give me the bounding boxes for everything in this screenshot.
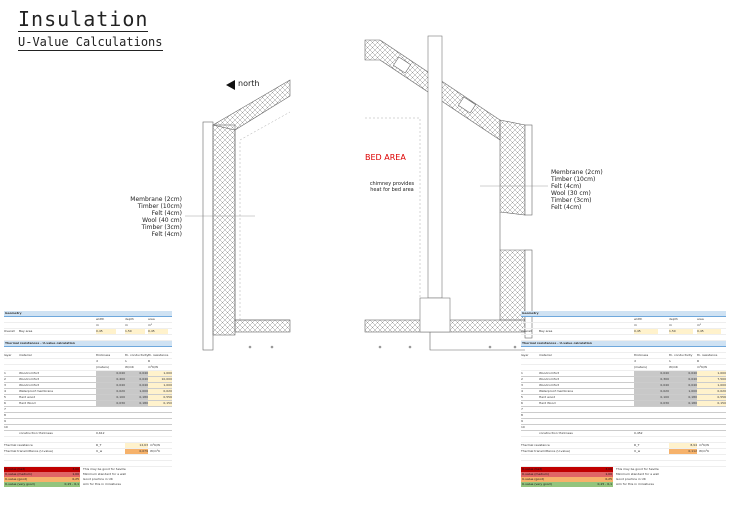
legend-label: U-value (good) [5,477,28,481]
rt-label: Thermal resistance [4,443,33,447]
col-header: thickness [634,353,649,357]
legend-value: 0,25 [72,477,79,481]
unit: d [634,359,636,363]
bed-area-label: BED AREA [365,153,406,162]
cell-value: 0,180 [125,395,148,400]
cell-value: 0,040 [125,377,148,382]
unit: d [96,359,98,363]
layer-label: Felt (4cm) [151,210,182,217]
legend-value: 1,00 [72,472,79,476]
cell-value: 1,000 [697,383,726,388]
rt-symbol: R_T [634,443,640,447]
geo-unit: m [125,323,128,327]
cell-value: 0,020 [697,389,726,394]
col-header: material [19,353,32,357]
geo-item: Bay area [539,329,553,333]
legend-swatch [4,482,80,487]
legend-value: 0,25 [605,477,612,481]
u-label: Thermal transmittance (U-value) [521,449,571,453]
legend-text: Good practice in UK [83,477,113,481]
cell-value: 0,400 [96,377,125,382]
cell-value: 0,040 [669,377,697,382]
cell-value: 1,000 [125,389,148,394]
col-header: thickness [96,353,111,357]
material: Waterproof membrane [539,389,574,393]
layer-no: 1 [4,371,6,375]
layer-no: 2 [4,377,6,381]
layer-label: Wool (30 cm) [551,190,591,197]
cell-value: 0,150 [697,401,726,406]
col-header: th. conductivity [125,353,149,357]
legend-text: Minimum standard for a wall [83,472,126,476]
layer-no: 9 [4,419,6,423]
legend-swatch [521,482,613,487]
cell-value: 0,100 [634,395,669,400]
cell-value: 0,180 [125,401,148,406]
material: Waterproof membrane [19,389,54,393]
page-subtitle: U-Value Calculations [18,35,163,49]
material: Woodcomfort [539,377,560,381]
layer-label: Timber (10cm) [551,176,596,183]
cell-value: 0,180 [669,395,697,400]
layer-label: Felt (4cm) [551,204,582,211]
material: Hard wood [19,395,36,399]
cell-value: 1,000 [697,371,726,376]
geometry-header: Geometry [4,311,172,317]
construction-value: 0,452 [634,431,643,435]
layer-no: 7 [4,407,6,411]
geo-unit: m² [697,323,702,327]
unit: R [148,359,151,363]
unit: m²K/W [697,365,708,369]
rt-symbol: R_T [96,443,102,447]
rt-value: 12,63 [125,443,148,448]
geometry-header: Geometry [521,311,726,317]
cell-value: 0,150 [148,401,172,406]
geo-value: 0,45 [148,329,168,334]
geo-value: 1,50 [669,329,693,334]
legend-text: Minimum standard for a wall [616,472,659,476]
cell-value: 0,556 [148,395,172,400]
layer-no: 7 [521,407,523,411]
rt-unit: m²K/W [150,443,161,447]
rt-label: Thermal resistance [521,443,550,447]
cell-value: 0,030 [96,401,125,406]
layer-no: 8 [4,413,6,417]
construction-value: 0,612 [96,431,105,435]
layer-no: 8 [521,413,523,417]
material: Woodcomfort [19,383,40,387]
geo-col: depth [669,317,678,321]
legend-text: Aim for this in miniatures [616,482,654,486]
layer-label: Felt (4cm) [551,183,582,190]
cell-value: 1,000 [669,389,697,394]
geo-unit: m [96,323,99,327]
geo-unit: m [669,323,672,327]
cell-value: 0,020 [148,389,172,394]
legend-text: This may be good for Seville [83,467,126,471]
legend-value: 3,00 [72,467,79,471]
geo-col: width [634,317,643,321]
unit: λ [669,359,671,363]
u-value: 0,112 [669,449,697,454]
u-symbol: U_w [96,449,103,453]
cell-value: 0,180 [669,401,697,406]
cell-value: 0,020 [96,389,125,394]
layer-label: Wool (40 cm) [142,217,182,224]
u-label: Thermal transmittance (U-value) [4,449,54,453]
cell-value: 0,040 [125,371,148,376]
layer-no: 4 [521,389,523,393]
legend-label: U-value (medium) [5,472,33,476]
cell-value: 0,040 [669,383,697,388]
cell-value: 0,040 [669,371,697,376]
legend-label: U-value (very good) [5,482,35,486]
layers-left [130,196,182,238]
geo-value: 0,45 [697,329,721,334]
geo-unit: m [634,323,637,327]
unit: W/mK [125,365,134,369]
cell-value: 10,000 [148,377,172,382]
cell-value: 7,500 [697,377,726,382]
geo-col: depth [125,317,134,321]
layer-label: Timber (3cm) [141,224,182,231]
legend-value: 1,00 [605,472,612,476]
layer-no: 3 [4,383,6,387]
geo-label: Overall [4,329,15,333]
layer-label: Membrane (2cm) [130,196,182,203]
col-header: layer [4,353,12,357]
legend-label: U-value (bad) [522,467,543,471]
spacer [4,335,172,341]
unit: λ [125,359,127,363]
construction-label: construction thickness [19,431,53,435]
legend-value: 0,15 - 0,1 [597,482,612,486]
material: Woodcomfort [19,377,40,381]
material: Hard wood [539,395,556,399]
north-label: north [238,79,260,88]
legend-row [4,482,172,487]
layer-no: 6 [4,401,6,405]
geo-value: 0,45 [634,329,658,334]
layer-label: Felt (4cm) [151,231,182,238]
cell-value: 1,000 [148,371,172,376]
geo-col: area [697,317,704,321]
cell-value: 0,040 [634,383,669,388]
layer-no: 10 [4,425,8,429]
col-header: layer [521,353,529,357]
legend-text: Aim for this in miniatures [83,482,121,486]
unit: (meters) [634,365,647,369]
north-arrow-icon [226,80,235,90]
material: Woodcomfort [539,371,560,375]
legend-text: Good practice in UK [616,477,646,481]
u-symbol: U_w [634,449,641,453]
material: Woodcomfort [539,383,560,387]
geo-unit: m² [148,323,153,327]
col-header: material [539,353,552,357]
layer-no: 3 [521,383,523,387]
u-value: 0,079 [125,449,148,454]
legend-value: 3,00 [605,467,612,471]
cell-value: 1,000 [148,383,172,388]
u-unit: W/m²K [699,449,710,453]
cell-value: 0,040 [125,383,148,388]
unit: (meters) [96,365,109,369]
construction-label: construction thickness [539,431,573,435]
unit: R [697,359,700,363]
geo-label: Overall [521,329,532,333]
col-header: th. resistance [148,353,169,357]
layer-no: 1 [521,371,523,375]
chimney-note: chimney provides heat for bed area [369,181,415,193]
col-header: th. conductivity [669,353,693,357]
layer-no: 2 [521,377,523,381]
left-wall [203,80,290,350]
legend-label: U-value (medium) [522,472,550,476]
unit: W/mK [669,365,678,369]
legend-label: U-value (good) [522,477,545,481]
legend-row [521,482,726,487]
layer-no: 6 [521,401,523,405]
rt-unit: m²K/W [699,443,710,447]
col-header: th. resistance [697,353,718,357]
spreadsheet-left [4,311,172,487]
geo-item: Bay area [19,329,33,333]
layer-label: Timber (3cm) [551,197,592,204]
section-header: Thermal resistances - U-value calculation [521,341,726,347]
layer-no: 4 [4,389,6,393]
cell-value: 0,556 [697,395,726,400]
spreadsheet-right [521,311,726,487]
cell-value: 0,030 [634,401,669,406]
geo-col: area [148,317,155,321]
section-header: Thermal resistances - U-value calculation [4,341,172,347]
legend-label: U-value (very good) [522,482,552,486]
cell-value: 0,040 [634,371,669,376]
u-unit: W/m²K [150,449,161,453]
material: Hard Wood [539,401,556,405]
spacer [521,335,726,341]
material: Hard Wood [19,401,36,405]
layers-right [551,169,621,211]
cell-value: 0,040 [96,371,125,376]
cell-value: 0,100 [96,395,125,400]
layer-no: 10 [521,425,525,429]
cell-value: 0,040 [96,383,125,388]
cell-value: 0,020 [634,389,669,394]
page-title: Insulation [18,7,149,31]
unit: m²K/W [148,365,159,369]
layer-no: 5 [521,395,523,399]
layer-label: Timber (10cm) [137,203,182,210]
layer-label: Membrane (2cm) [551,169,603,176]
geo-col: width [96,317,105,321]
material: Woodcomfort [19,371,40,375]
layer-no: 9 [521,419,523,423]
legend-text: This may be good for Seville [616,467,659,471]
legend-label: U-value (bad) [5,467,26,471]
layer-no: 5 [4,395,6,399]
cell-value: 0,300 [634,377,669,382]
rt-value: 8,94 [669,443,697,448]
legend-value: 0,15 - 0,1 [64,482,79,486]
geo-value: 1,50 [125,329,145,334]
geo-value: 0,45 [96,329,116,334]
